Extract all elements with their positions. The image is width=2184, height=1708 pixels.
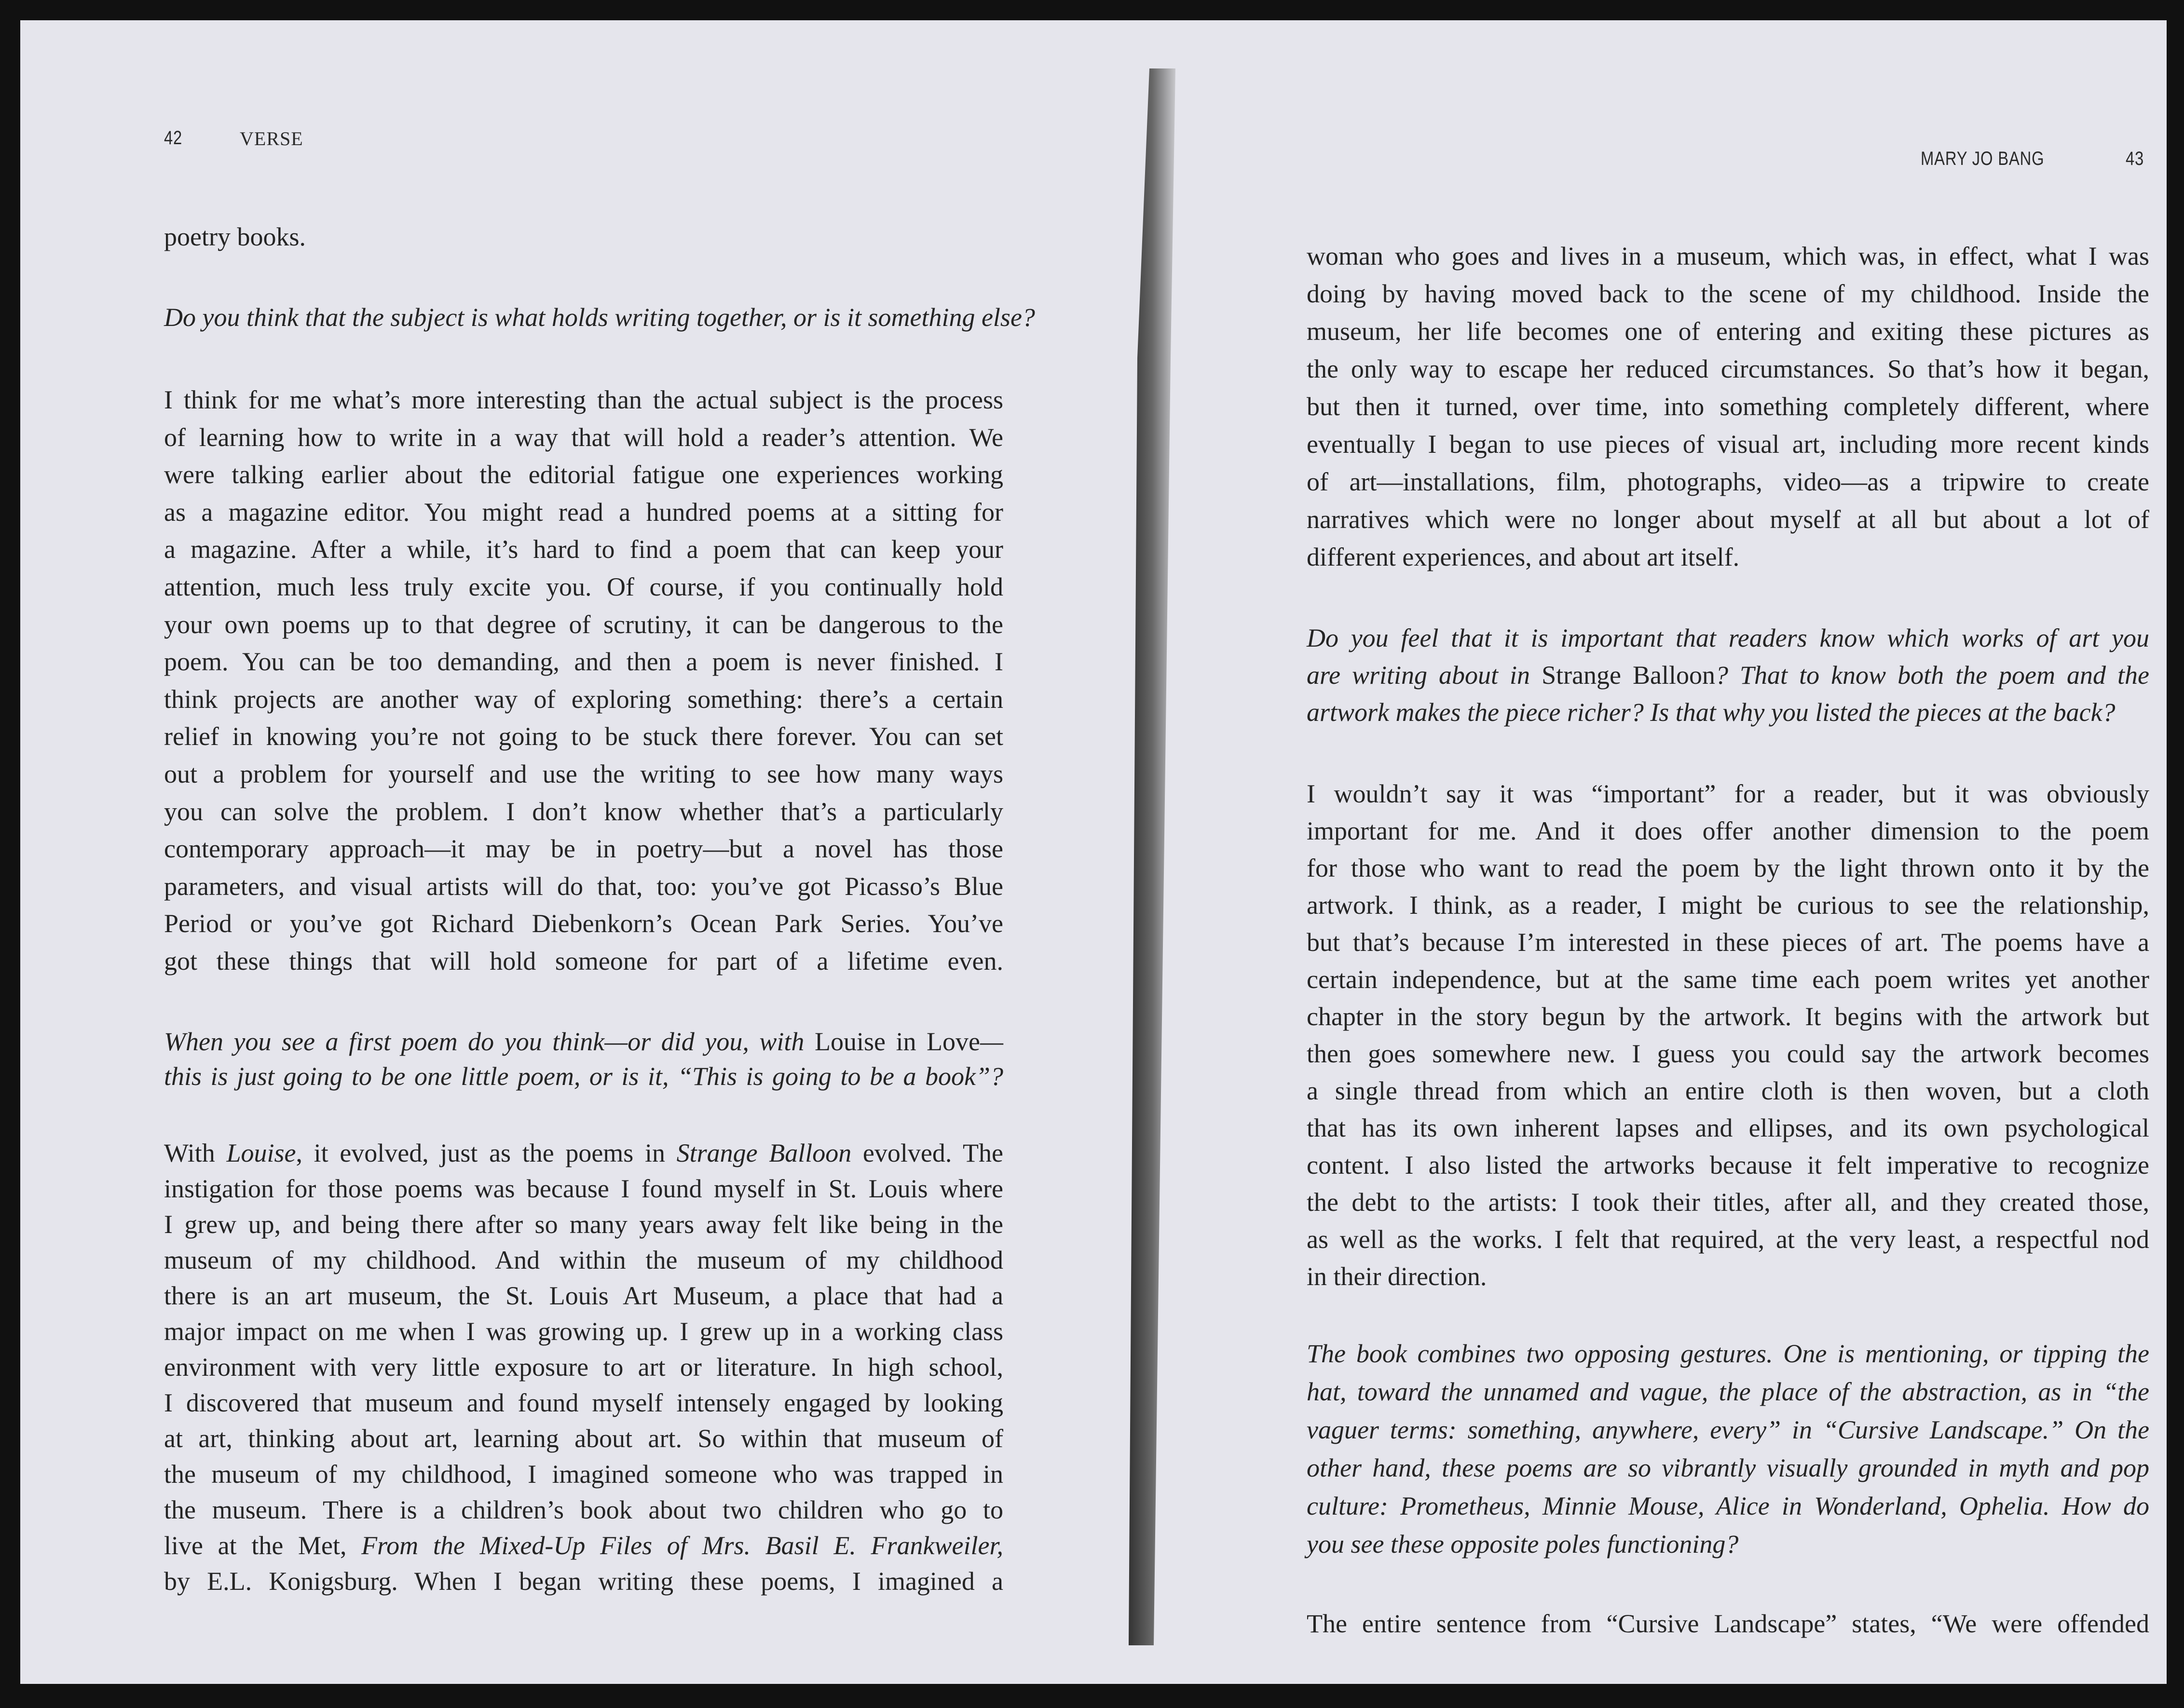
text-run: I wouldn’t say it was “important” for a reader, but it was obviously: [1307, 779, 2149, 808]
text-run: for those who want to read the poem by the light thrown onto it by the: [1307, 854, 2149, 882]
body-text-line: [164, 1136, 1003, 1170]
text-run: content. I also listed the artworks because it felt imperative to recognize: [1307, 1151, 2149, 1179]
body-text-line: [164, 757, 1003, 791]
text-run: When you see a first poem do you think—or did you, with: [164, 1027, 815, 1056]
body-text-line: [164, 458, 1003, 491]
body-text-line: [164, 495, 1003, 529]
text-run: poem. You can be too demanding, and then a poem is never finished. I: [164, 647, 1003, 677]
body-text-line: [1307, 851, 2149, 885]
text-run: evolved. The: [851, 1139, 1004, 1167]
body-text-line: [1307, 352, 2149, 386]
text-run: I think for me what’s more interesting than the actual subject is the process: [164, 385, 1003, 414]
interview-question-line: [164, 1025, 1003, 1058]
text-run: certain independence, but at the same time each poem writes yet another: [1307, 965, 2149, 994]
body-text-line: [164, 944, 1003, 978]
text-run: instigation for those poems was because I found myself in St. Louis where: [164, 1174, 1003, 1203]
body-text-line: [164, 608, 1003, 641]
text-run: you see these opposite poles functioning?: [1307, 1530, 1739, 1559]
body-text-line: [164, 1422, 1003, 1455]
text-run: the debt to the artists: I took their titles, after all, and they created those,: [1307, 1188, 2149, 1217]
interview-question-line: [1307, 1527, 2149, 1561]
text-run: With: [164, 1139, 227, 1167]
text-run: doing by having moved back to the scene of my childhood. Inside the: [1307, 279, 2149, 308]
text-run: Period or you’ve got Richard Diebenkorn’s Ocean Park Series. You’ve: [164, 909, 1003, 938]
text-run: a magazine. After a while, it’s hard to find a poem that can keep your: [164, 535, 1003, 564]
body-text-line: [164, 1207, 1003, 1241]
text-run: are writing about in: [1307, 661, 1542, 690]
text-run: eventually I began to use pieces of visual art, including more recent kinds: [1307, 430, 2149, 459]
body-text-line: [164, 383, 1003, 417]
text-run: woman who goes and lives in a museum, which was, in effect, what I was: [1307, 242, 2149, 271]
interview-question-line: [1307, 1489, 2149, 1523]
interview-question-line: [1307, 621, 2149, 655]
body-text-line: [1307, 962, 2149, 996]
interview-question-line: [1307, 1375, 2149, 1409]
text-run: by E.L. Konigsburg. When I began writing these poems, I imagined a: [164, 1567, 1003, 1596]
body-text-line: [1307, 777, 2149, 811]
text-run: the museum of my childhood, I imagined someone who was trapped in: [164, 1460, 1003, 1489]
body-text-line: [164, 645, 1003, 678]
body-text-line: [164, 795, 1003, 828]
italic-title: Louise: [226, 1139, 296, 1167]
text-run: of art—installations, film, photographs, video—as a tripwire to create: [1307, 467, 2149, 496]
text-run: artwork. I think, as a reader, I might be curious to see the relationship,: [1307, 891, 2149, 920]
body-text-line: [164, 907, 1003, 940]
body-text-line: [164, 532, 1003, 566]
right-running-head: MARY JO BANG: [1921, 148, 2045, 169]
body-text-line: [1307, 1222, 2149, 1256]
body-text-line: [1307, 1260, 2149, 1293]
text-run: you can solve the problem. I don’t know whether that’s a particularly: [164, 797, 1003, 826]
body-text-line: [164, 1457, 1003, 1491]
text-run: out a problem for yourself and use the writing to see how many ways: [164, 759, 1003, 788]
body-text-line: [164, 719, 1003, 753]
italic-title: From the Mixed-Up Files of Mrs. Basil E. Frankweiler,: [361, 1531, 1003, 1560]
text-run: —: [980, 1027, 1003, 1056]
text-run: different experiences, and about art itself.: [1307, 542, 1740, 571]
body-text-line: [164, 1493, 1003, 1527]
text-run: environment with very little exposure to art or literature. In high school,: [164, 1353, 1003, 1382]
body-text-line: [1307, 314, 2149, 348]
body-text-line: [164, 682, 1003, 716]
interview-question-line: [1307, 658, 2149, 692]
text-run: museum of my childhood. And within the museum of my childhood: [164, 1246, 1003, 1274]
text-run: of learning how to write in a way that will hold a reader’s attention. We: [164, 422, 1003, 452]
body-text-line: [1307, 814, 2149, 848]
body-text-line: [164, 1350, 1003, 1384]
interview-question-line: [164, 1059, 1003, 1093]
text-run: major impact on me when I was growing up. I grew up in a working class: [164, 1317, 1003, 1346]
body-text-line: [1307, 1607, 2149, 1640]
body-text-line: [1307, 1000, 2149, 1033]
roman-title: Strange Balloon: [1542, 661, 1716, 690]
interview-question-line: [1307, 1451, 2149, 1485]
text-run: live at the Met,: [164, 1531, 362, 1560]
text-run: contemporary approach—it may be in poetry—but a novel has those: [164, 834, 1003, 864]
text-run: then goes somewhere new. I guess you could say the artwork becomes: [1307, 1039, 2149, 1068]
body-text-line: [164, 1564, 1003, 1598]
body-text-line: [1307, 1148, 2149, 1182]
text-run: culture: Prometheus, Minnie Mouse, Alice in Wonderland, Ophelia. How do: [1307, 1491, 2149, 1520]
text-run: but that’s because I’m interested in these pieces of art. The poems have a: [1307, 928, 2149, 957]
body-text-line: [164, 570, 1003, 604]
text-run: chapter in the story begun by the artwork. It begins with the artwork but: [1307, 1002, 2149, 1031]
body-text-line: [164, 869, 1003, 903]
text-run: this is just going to be one little poem, or is it, “This is going to be a book”?: [164, 1062, 1003, 1091]
text-run: The entire sentence from “Cursive Landscape” states, “We were offended: [1307, 1609, 2149, 1638]
text-run: as a magazine editor. You might read a hundred poems at a sitting for: [164, 497, 1003, 527]
body-text-line: [1307, 540, 2149, 574]
text-run: in their direction.: [1307, 1262, 1487, 1291]
text-run: The book combines two opposing gestures. One is mentioning, or tipping the: [1307, 1339, 2149, 1368]
text-run: parameters, and visual artists will do that, too: you’ve got Picasso’s Blue: [164, 871, 1003, 901]
body-text-line: [164, 1243, 1003, 1277]
text-run: there is an art museum, the St. Louis Art Museum, a place that had a: [164, 1281, 1003, 1310]
interview-question-line: [1307, 1413, 2149, 1447]
text-run: ? That to know both the poem and the: [1715, 661, 2149, 690]
body-text-line: [1307, 1037, 2149, 1071]
text-run: artwork makes the piece richer? Is that why you listed the pieces at the back?: [1307, 698, 2116, 727]
text-run: your own poems up to that degree of scrutiny, it can be dangerous to the: [164, 610, 1003, 639]
body-text-line: [164, 832, 1003, 866]
body-text-line: [1307, 465, 2149, 499]
text-run: were talking earlier about the editorial fatigue one experiences working: [164, 460, 1003, 489]
book-spread: [20, 20, 2167, 1684]
body-text-line: [1307, 1185, 2149, 1219]
body-text-line: [1307, 925, 2149, 959]
body-text-line: [1307, 427, 2149, 461]
text-run: the only way to escape her reduced circumstances. So that’s how it began,: [1307, 354, 2149, 383]
left-page-number: 42: [164, 127, 183, 149]
text-run: vaguer terms: something, anywhere, every” in “Cursive Landscape.” On the: [1307, 1415, 2149, 1444]
body-text-line: [164, 1279, 1003, 1313]
text-run: important for me. And it does offer another dimension to the poem: [1307, 816, 2149, 845]
body-text-line: [1307, 390, 2149, 423]
text-run: I grew up, and being there after so many years away felt like being in the: [164, 1210, 1003, 1239]
body-text-line: [1307, 239, 2149, 273]
text-run: Do you feel that it is important that readers know which works of art you: [1307, 624, 2149, 652]
body-text-line: [164, 1529, 1003, 1562]
text-run: attention, much less truly excite you. Of course, if you continually hold: [164, 572, 1003, 601]
text-run: but then it turned, over time, into something completely different, where: [1307, 392, 2149, 421]
text-run: as well as the works. I felt that required, at the very least, a respectful nod: [1307, 1225, 2149, 1254]
right-page-number: 43: [2126, 148, 2144, 169]
body-text-line: [164, 420, 1003, 454]
body-text-line: [164, 220, 1003, 254]
text-run: Do you think that the subject is what holds writing together, or is it something else?: [164, 303, 1035, 332]
text-run: I discovered that museum and found myself intensely engaged by looking: [164, 1388, 1003, 1417]
body-text-line: [1307, 1074, 2149, 1108]
text-run: other hand, these poems are so vibrantly visually grounded in myth and pop: [1307, 1453, 2149, 1482]
text-run: the museum. There is a children’s book about two children who go to: [164, 1495, 1003, 1524]
text-run: a single thread from which an entire cloth is then woven, but a cloth: [1307, 1076, 2149, 1105]
roman-title: Louise in Love: [814, 1027, 980, 1056]
body-text-line: [164, 1315, 1003, 1348]
body-text-line: [1307, 888, 2149, 922]
text-run: got these things that will hold someone for part of a lifetime even.: [164, 947, 1003, 976]
interview-question-line: [1307, 1337, 2149, 1370]
left-running-head: VERSE: [240, 128, 303, 149]
text-run: hat, toward the unnamed and vague, the place of the abstraction, as in “the: [1307, 1377, 2149, 1406]
body-text-line: [1307, 1111, 2149, 1145]
interview-question-line: [164, 300, 1035, 334]
text-run: relief in knowing you’re not going to be stuck there forever. You can set: [164, 722, 1003, 751]
text-run: at art, thinking about art, learning about art. So within that museum of: [164, 1424, 1003, 1453]
text-run: that has its own inherent lapses and ellipses, and its own psychological: [1307, 1113, 2149, 1142]
body-text-line: [164, 1386, 1003, 1420]
text-run: poetry books.: [164, 222, 306, 251]
body-text-line: [1307, 277, 2149, 311]
text-run: think projects are another way of exploring something: there’s a certain: [164, 684, 1003, 714]
body-text-line: [164, 1172, 1003, 1206]
text-run: museum, her life becomes one of entering and exiting these pictures as: [1307, 317, 2149, 346]
text-run: , it evolved, just as the poems in: [296, 1139, 677, 1167]
italic-title: Strange Balloon: [676, 1139, 852, 1167]
interview-question-line: [1307, 695, 2149, 729]
text-run: narratives which were no longer about myself at all but about a lot of: [1307, 505, 2149, 534]
body-text-line: [1307, 502, 2149, 536]
